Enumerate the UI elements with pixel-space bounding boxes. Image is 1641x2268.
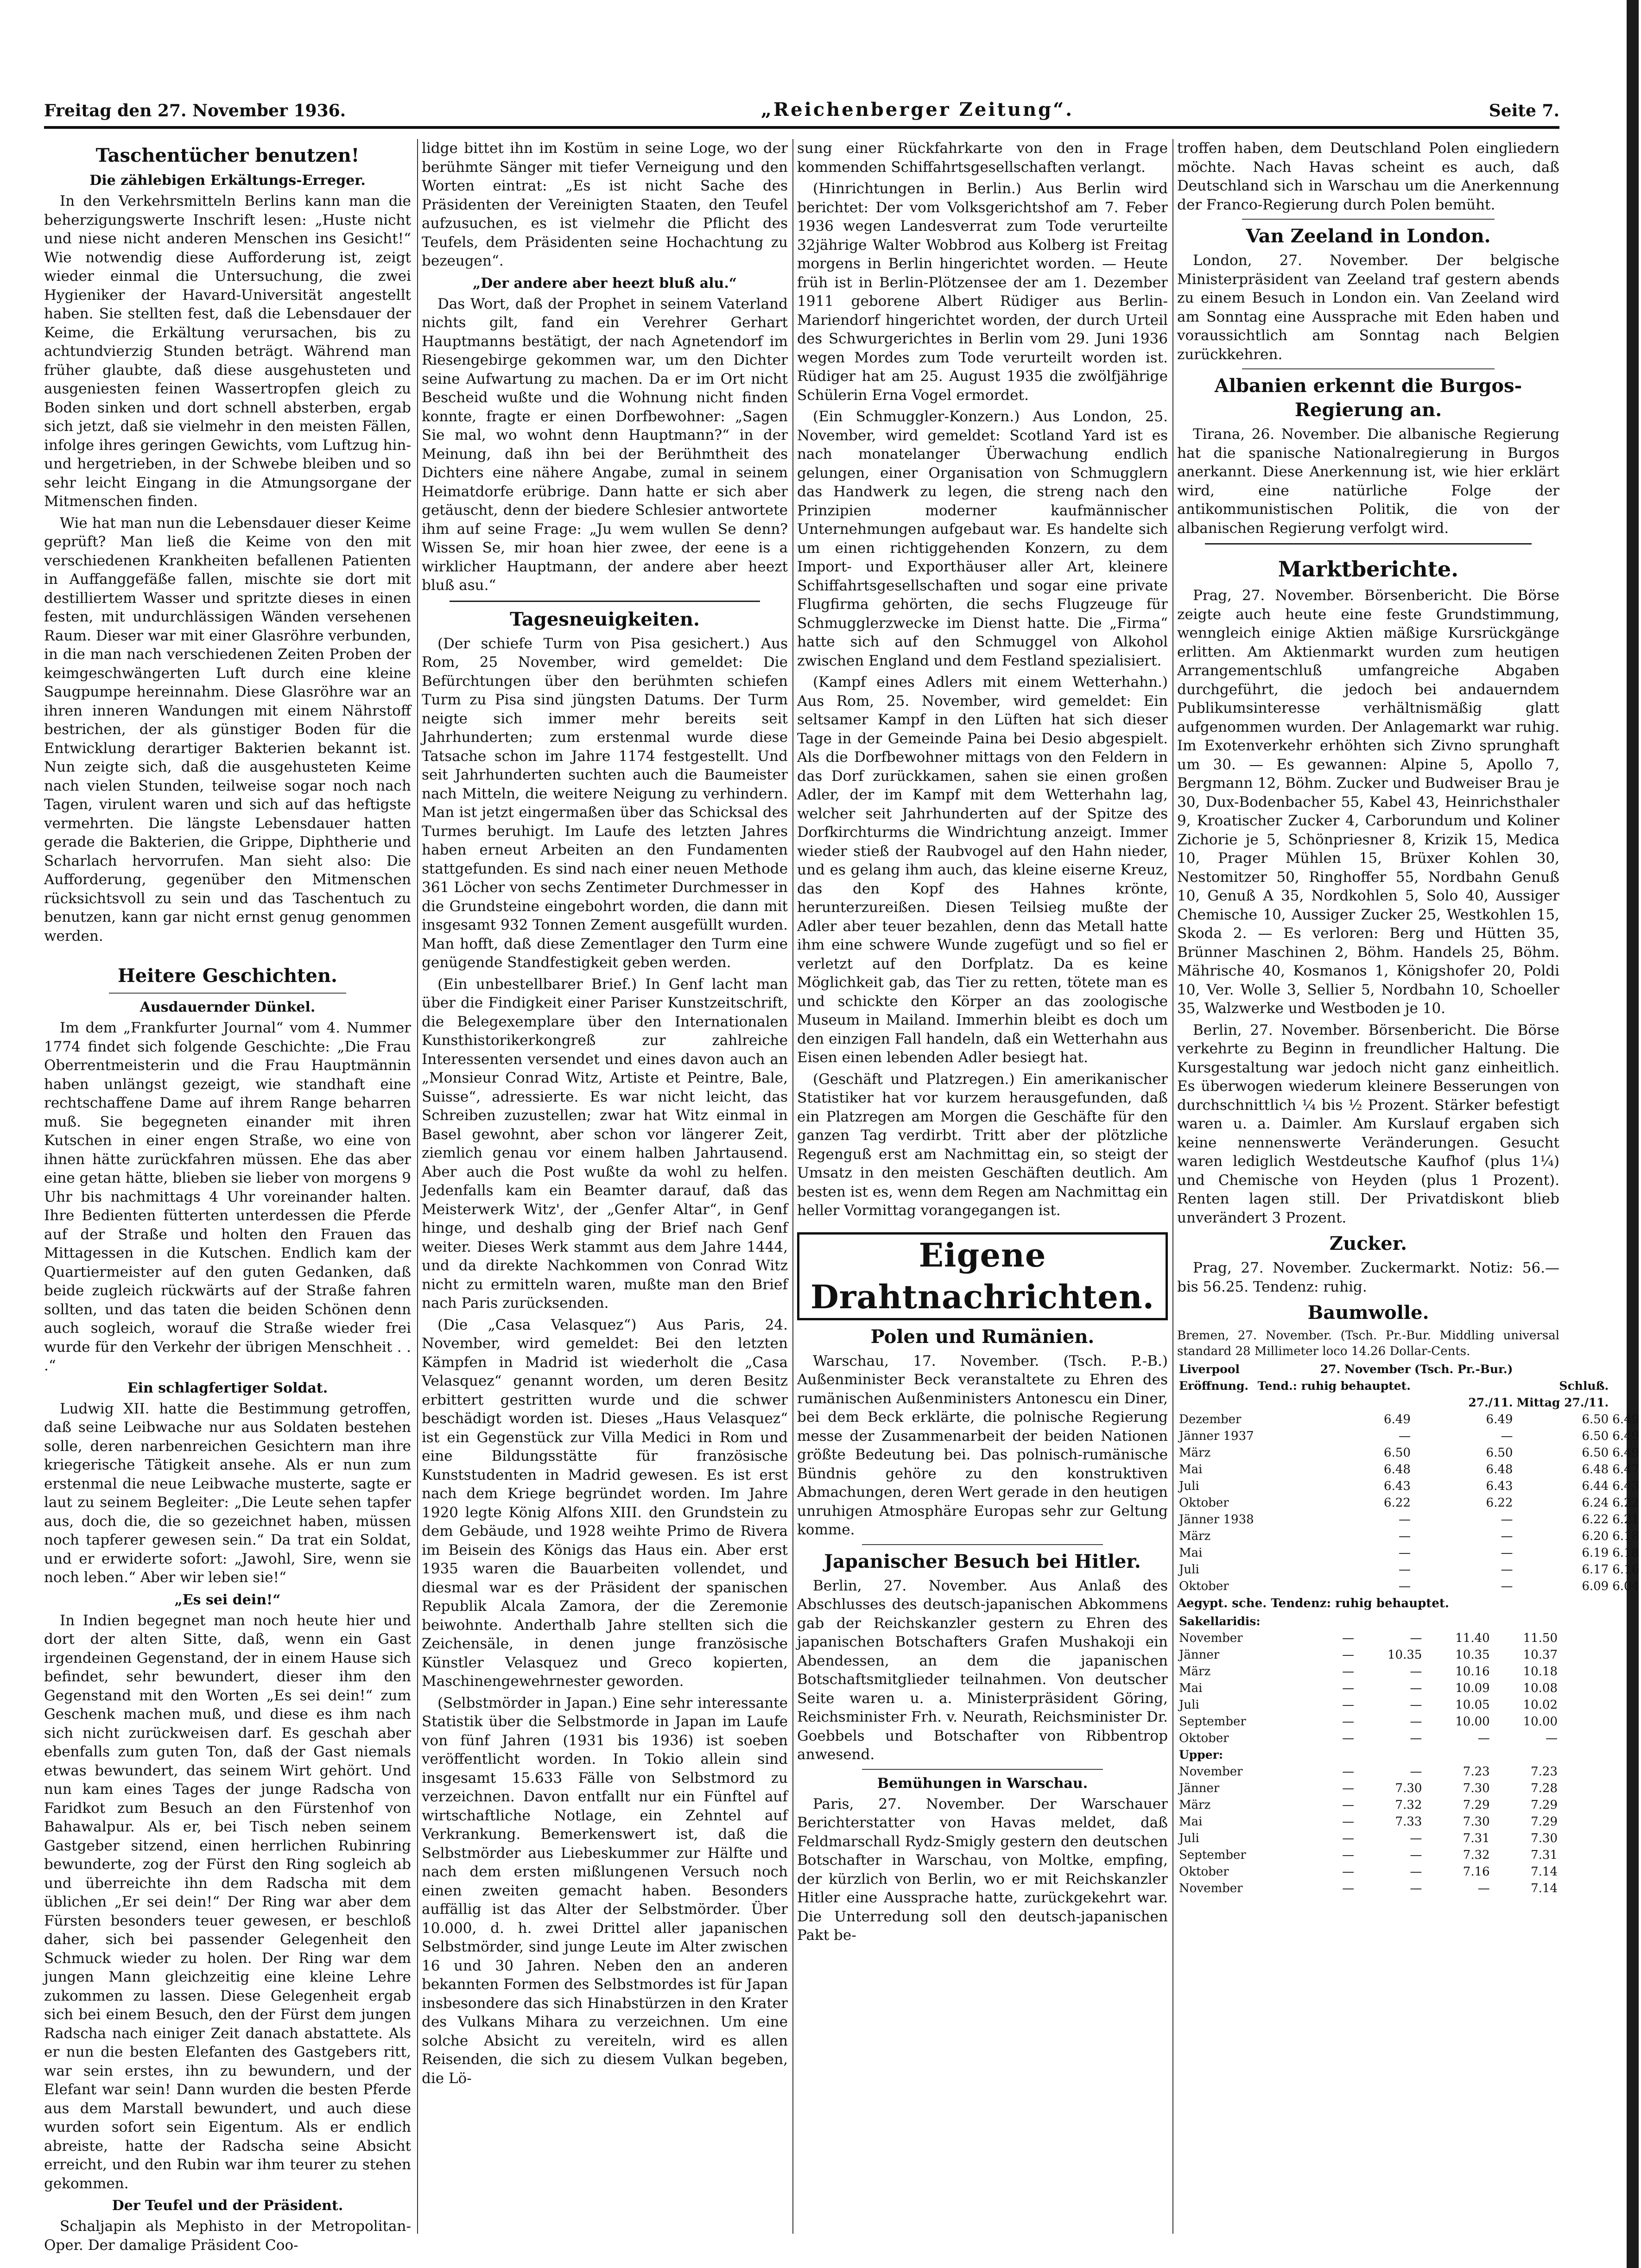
price-cell: 10.08: [1523, 1681, 1558, 1695]
price-cell: —: [1398, 1513, 1411, 1527]
price-cell: 7.23: [1463, 1765, 1490, 1779]
article-headline: Polen und Rumänien.: [870, 1325, 1095, 1348]
price-cell: 7.29: [1531, 1798, 1558, 1812]
month-cell: Oktober: [1179, 1579, 1229, 1593]
price-cell: —: [1410, 1865, 1422, 1879]
price-cell: 7.16: [1463, 1865, 1490, 1879]
table-row: [1177, 1880, 1559, 1897]
table-header-row: [1177, 1361, 1641, 1378]
price-cell: 6.22: [1582, 1513, 1609, 1527]
month-cell: Juli: [1179, 1831, 1199, 1845]
price-cell: 6.50: [1486, 1446, 1513, 1460]
divider: [862, 1769, 1103, 1770]
article-paragraph: lidge bittet ihn im Kostüm in seine Loge, wo der berühmte Sänger mit tiefer Verneigung und den Worten eintrat: „Es ist nicht Sache des Präsidenten der Vereinigten Staaten, den Teufel aufzusuchen, es ist vielmehr die Pflicht des Teufels, dem Präsidenten seine Hochachtung zu bezeugen“.: [422, 140, 788, 269]
article-paragraph: London, 27. November. Der belgische Ministerpräsident van Zeeland traf gestern abends zu einem Besuch in London ein. Van Zeeland wird am Sonntag eine Aussprache mit Eden haben und voraussichtlich am Sonntag nach Belgien zurückkehren.: [1177, 252, 1559, 363]
price-cell: 6.22: [1612, 1496, 1640, 1510]
price-cell: 7.33: [1395, 1815, 1422, 1829]
egypt-cotton-table: [1177, 1613, 1559, 1897]
price-cell: 10.35: [1455, 1648, 1490, 1662]
price-cell: —: [1477, 1882, 1490, 1895]
month-cell: Eröffnung.: [1179, 1379, 1249, 1393]
article-subheadline: Der Teufel und der Präsident.: [112, 2198, 343, 2214]
month-cell: Jänner: [1179, 1781, 1220, 1795]
table-row: [1177, 1647, 1559, 1663]
month-cell: März: [1179, 1798, 1211, 1812]
table-row: [1177, 1561, 1641, 1578]
price-cell: —: [1342, 1798, 1355, 1812]
section-banner: Eigene Drahtnachrichten.: [797, 1232, 1168, 1320]
news-item: (Hinrichtungen in Berlin.) Aus Berlin wird berichtet: Der vom Volksgerichtshof am 7. Feber 1936 wegen Landesverrat zum Tode verurteilte 32jährige Walter Wobbrod aus Kolberg ist Freitag morgens in Berlin hingerichtet worden. — Heute früh ist in Berlin-Plötzensee der am 1. Dezember 1911 geborene Albert Rüdiger aus Berlin-Mariendorf hingerichtet worden, der durch Urteil des Schwurgerichtes in Berlin vom 29. Juni 1936 wegen Mordes zum Tode verurteilt worden ist. Rüdiger hat am 25. August 1935 die zwölfjährige Schülerin Erna Vogel ermordet.: [797, 180, 1168, 404]
price-cell: 10.35: [1387, 1648, 1422, 1662]
article-paragraph: Wie hat man nun die Lebensdauer dieser Keime geprüft? Man ließ die Keime von den mit verschiedenen Krankheiten befallenen Patienten in Auffanggefäße fallen, mischte sie dort mit destilliertem Wasser und spritzte dieses in einen festen, mit undurchlässigen Wänden versehenen Raum. Dieser war mit einer Glasröhre verbunden, in die man nach verschiedenen Zeiten Proben der keimgeschwängerten Luft durch eine kleine Saugpumpe hereinnahm. Diese Glasröhre war an ihren inneren Wandungen mit einem Nährstoff bestrichen, der als günstiger Boden für die Entwicklung derartiger Bakterien bekannt ist. Nun zeigte sich, daß die ausgehusteten Keime nach vielen Stunden, teilweise sogar noch nach Tagen, virulent waren und sich auf das heftigste vermehrten. Die längste Lebensdauer hatten gerade die Bakterien, die Grippe, Diphtherie und Scharlach hervorrufen. Man sieht also: Die Aufforderung, gegenüber den Mitmenschen rücksichtsvoll zu sein und das Taschentuch zu benutzen, kann gar nicht ernst genug genommen werden.: [44, 514, 411, 944]
month-cell: Juli: [1179, 1698, 1199, 1712]
price-cell: 7.14: [1531, 1865, 1558, 1879]
price-cell: 6.04: [1612, 1579, 1640, 1593]
table-row: [1177, 1545, 1641, 1561]
price-cell: 7.29: [1531, 1815, 1558, 1829]
column-1: [44, 139, 411, 2254]
table-row: [1177, 1797, 1559, 1813]
article-subheadline: Ein schlagfertiger Soldat.: [127, 1380, 328, 1396]
page-number: Seite 7.: [1489, 101, 1559, 120]
divider: [1242, 219, 1495, 220]
table-header-row: [1177, 1378, 1641, 1394]
price-cell: 6.19: [1582, 1546, 1609, 1560]
table-row: [1177, 1663, 1559, 1680]
section-headline: Marktberichte.: [1278, 557, 1459, 582]
article-paragraph: Das Wort, daß der Prophet in seinem Vaterland nichts gilt, fand ein Verehrer Gerhart Hauptmanns bestätigt, der nach Agnetendorf im Riesengebirge gekommen war, um den Dichter seine Aufwartung zu machen. Da er im Ort nicht Bescheid wußte und die Wohnung nicht finden konnte, fragte er einen Dorfbewohner: „Sagen Sie mal, wo wohnt denn Hauptmann?“ in der Meinung, daß ihn bei der Berühmtheit des Dichters eine nähere Angabe, zumal in seinem Heimatdorfe erübrige. Dann hatte er sich aber getäuscht, denn der biedere Schlesier antwortete ihm auf seine Frage: „Ju wem wullen Se denn? Wissen Se, mir hoan hier zwee, der eene is a wirklicher Hauptmann, der andere aber heezt bluß asu.“: [422, 295, 788, 594]
price-cell: —: [1342, 1698, 1355, 1712]
price-cell: —: [1342, 1781, 1355, 1795]
article-paragraph: In Indien begegnet man noch heute hier und dort der alten Sitte, daß, wenn ein Gast irgendeinen Gegenstand, der in einem Hause sich befindet, sehr bewundert, dieser ihm den Gegenstand mit den Worten „Es sei dein!“ zum Geschenk machen muß, und diese es ihm nach sich nicht zurückweisen darf. Es geschah aber ebenfalls zum guten Ton, daß der Gast niemals etwas bewundert, das seinem Wirt gehört. Und nun kam eines Tages der junge Radscha von Faridkot zum Besuch an den Fürstenhof von Bahawalpur. Als er, bei Tisch neben seinem Gastgeber sitzend, einen herrlichen Rubinring bewunderte, zog der Fürst den Ring sogleich ab und überreichte ihn dem Radscha mit dem üblichen „Er sei dein!“ Der Ring war aber dem Fürsten besonders teuer gewesen, er beschloß daher, sich bei passender Gelegenheit den Schmuck wieder zu holen. Der Ring war dem jungen Mann gleichzeitig eine kleine Lehre zukommen zu lassen. Diese Gelegenheit ergab sich bei einem Besuch, den der Fürst dem jungen Radscha nach einiger Zeit danach abstattete. Als er nun die besten Elefanten des Gastgebers ritt, war sein erstes, ihn zu bewundern, und der Elefant war sein! Dann wurden die besten Pferde aus dem Marstall bewundert, und auch diese wurden sofort sein Eigentum. Als er endlich abreiste, hatte der Radscha seine Absicht erreicht, und den Rubin war ihm teurer zu stehen gekommen.: [44, 1612, 411, 2192]
article-subheadline: „Es sei dein!“: [174, 1591, 281, 1608]
price-cell: —: [1501, 1563, 1513, 1577]
table-row: [1177, 1461, 1641, 1478]
month-cell: [1177, 1394, 1256, 1411]
price-cell: —: [1342, 1631, 1355, 1645]
price-cell: 11.40: [1455, 1631, 1490, 1645]
price-cell: 27./11.: [1468, 1396, 1513, 1409]
price-cell: —: [1410, 1731, 1422, 1745]
month-cell: Dezember: [1179, 1413, 1242, 1426]
price-cell: —: [1342, 1815, 1355, 1829]
price-cell: 7.32: [1395, 1798, 1422, 1812]
price-cell: —: [1477, 1731, 1490, 1745]
price-cell: —: [1342, 1648, 1355, 1662]
month-cell: Upper:: [1179, 1748, 1223, 1761]
price-cell: 6.50: [1582, 1413, 1609, 1426]
month-cell: Jänner: [1179, 1648, 1220, 1662]
price-cell: 27. November: [1320, 1362, 1411, 1376]
market-report: Prag, 27. November. Börsenbericht. Die Börse zeigte auch heute eine feste Grundstimmung, wenngleich einige Aktien mäßige Kursrückgänge erlitten. Am Aktienmarkt wurden zum heutigen Arrangementschluß umfangreiche Abgaben durchgeführt, die jedoch bei andauerndem Publikumsinteresse verhältnismäßig glatt aufgenommen wurden. Der Anlagemarkt war ruhig. Im Exotenverkehr erhöhten sich Zivno sprunghaft um 30. — Es gewannen: Alpine 5, Apollo 7, Bergmann 12, Böhm. Zucker und Budweiser Brau je 30, Dux-Bodenbacher 55, Kabel 43, Heinrichsthaler 9, Kroatischer Zucker 4, Carborundum und Koliner Zichorie je 5, Schönpriesner 8, Krizik 15, Medica 10, Prager Mühlen 15, Brüxer Kohlen 30, Nestomitzer 50, Ringhoffer 55, Nordbahn Genuß 10, Genuß A 35, Nordkohlen 5, Solo 40, Aussiger Chemische 10, Aussiger Zucker 25, Westkohlen 15, Skoda 2. — Es verloren: Berg und Hütten 35, Brünner Maschinen 2, Böhm. Handels 25, Böhm. Mährische 40, Kosmanos 1, Königshofer 20, Poldi 10, Ver. Wolle 3, Sellier 5, Nordbahn 10, Schoeller 35, Walzwerke und Westboden je 10.: [1177, 587, 1559, 1017]
month-cell: Mai: [1179, 1681, 1203, 1695]
price-cell: 7.31: [1463, 1831, 1490, 1845]
news-item: sung einer Rückfahrkarte von den in Frage kommenden Schiffahrtsgesellschaften verlangt.: [797, 140, 1168, 176]
price-cell: 6.43: [1486, 1479, 1513, 1493]
month-cell: Liverpool: [1179, 1362, 1240, 1376]
price-cell: —: [1501, 1513, 1513, 1527]
table-row: [1177, 1847, 1559, 1863]
article-headline: Japanischer Besuch bei Hitler.: [824, 1550, 1141, 1572]
news-item: (Ein Schmuggler-Konzern.) Aus London, 25. November, wird gemeldet: Scotland Yard ist es nach monatelanger Überwachung endlich gelungen, einer Organisation von Schmugglern das Handwerk zu legen, die streng nach den Prinzipien moderner kaufmännischer Unternehmungen aufgebaut war. Es handelte sich um einen richtiggehenden Konzern, zu dem Import- und Exporthäuser aller Art, kleinere Schiffahrtsgesellschaften und sogar eine private Flugfirma gehörten, die sechs Flugzeuge für Schmugglerzwecke im Dienst hatte. Die „Firma“ hatte sich auf den Schmuggel von Alkohol zwischen England und dem Festland spezialisiert.: [797, 408, 1168, 669]
table-row: [1177, 1863, 1559, 1880]
price-cell: —: [1410, 1631, 1422, 1645]
month-cell: Jänner 1937: [1179, 1429, 1254, 1443]
issue-date: Freitag den 27. November 1936.: [44, 101, 346, 120]
table-row: [1177, 1813, 1559, 1830]
article-paragraph: troffen haben, dem Deutschland Polen eingliedern möchte. Nach Havas scheint es auch, daß Deutschland sich in Warschau um die Anerkennung der Franco-Regierung durch Polen bemüht.: [1177, 140, 1559, 213]
price-cell: 6.09: [1582, 1579, 1609, 1593]
masthead-rule: [44, 126, 1559, 129]
market-headline: Zucker.: [1329, 1233, 1407, 1254]
price-cell: —: [1501, 1429, 1513, 1443]
divider: [1242, 368, 1495, 369]
month-cell: November: [1179, 1631, 1243, 1645]
price-cell: —: [1501, 1529, 1513, 1543]
price-cell: —: [1410, 1698, 1422, 1712]
month-cell: Mai: [1179, 1815, 1203, 1829]
article-paragraph: In den Verkehrsmitteln Berlins kann man die beherzigungswerte Inschrift lesen: „Huste nicht und niese nicht anderen Menschen ins Gesicht!“ Wie notwendig diese Aufforderung ist, zeigt wieder einmal die Untersuchung, die zwei Hygieniker der Havard-Universität angestellt haben. Sie stellten fest, daß die Lebensdauer der Keime, die Erkältung verursachen, bis zu achtundvierzig Stunden beträgt. Während man früher glaubte, daß diese ausgehusteten und ausgeniesten feinen Wassertropfen gleich zu Boden sinken und dort schnell absterben, ergab sich jetzt, daß sie vielmehr in den meisten Fällen, infolge ihres geringen Gewichts, vom Luftzug hin- und hergetrieben, in der Schwebe bleiben und so sehr leicht Eingang in die Atmungsorgane der Mitmenschen finden.: [44, 193, 411, 510]
price-cell: 6.50: [1582, 1429, 1609, 1443]
price-cell: 10.05: [1455, 1698, 1490, 1712]
article-paragraph: Im dem „Frankfurter Journal“ vom 4. Nummer 1774 findet sich folgende Geschichte: „Die Frau Oberrentmeisterin und die Frau Hauptmännin haben unlängst gezeigt, wie standhaft eine rechtschaffene Dame auf ihrem Range beharren muß. Sie begegneten einander mit ihren Kutschen in einer engen Straße, wo eine von ihnen hätte zurückfahren müssen. Ehe das aber eine getan hätte, blieben sie lieber von morgens 9 Uhr bis nachmittags 4 Uhr voreinander halten. Ihre Bedienten fütterten unterdessen die Pferde auf der Straße und holten den Frauen das Mittagessen in die Kutschen. Endlich kam der Quartiermeister auf den guten Gedanken, daß beide zugleich rückwärts auf der Straße fahren sollten, und das taten die beiden Schönen denn auch sogleich, worauf die Straße wieder frei wurde für den Verkehr der übrigen Menschheit . . .“: [44, 1020, 411, 1374]
price-cell: —: [1342, 1765, 1355, 1779]
table-row: [1177, 1763, 1559, 1780]
month-cell: Juli: [1179, 1563, 1199, 1577]
article-subheadline: Die zählebigen Erkältungs-Erreger.: [89, 172, 366, 189]
divider: [862, 1544, 1103, 1545]
month-cell: November: [1179, 1765, 1243, 1779]
price-cell: 6.43: [1612, 1479, 1640, 1493]
month-cell: Sakellaridis:: [1179, 1615, 1261, 1628]
price-cell: 6.49: [1486, 1413, 1513, 1426]
price-cell: 10.00: [1523, 1715, 1558, 1729]
price-cell: Tend.: ruhig behauptet.: [1257, 1379, 1411, 1393]
price-cell: 6.22: [1486, 1496, 1513, 1510]
price-cell: —: [1410, 1831, 1422, 1845]
month-cell: Jänner 1938: [1179, 1513, 1254, 1527]
table-row: [1177, 1780, 1559, 1797]
month-cell: März: [1179, 1446, 1211, 1460]
column-separator: [792, 139, 793, 2234]
price-cell: (Tsch. Pr.-Bur.): [1414, 1362, 1513, 1376]
price-cell: 10.37: [1523, 1648, 1558, 1662]
price-cell: 7.23: [1531, 1765, 1558, 1779]
article-paragraph: Paris, 27. November. Der Warschauer Berichterstatter von Havas meldet, daß Feldmarschall Rydz-Smigly gestern den deutschen Botschafter in Warschau, von Moltke, empfing, der kürzlich von Berlin, wo er mit Reichskanzler Hitler eine Aussprache hatte, zurückgekehrt war. Die Unterredung soll den deutsch-japanischen Pakt be-: [797, 1795, 1168, 1944]
price-cell: 7.31: [1531, 1848, 1558, 1862]
price-cell: 6.47: [1612, 1463, 1640, 1476]
price-cell: 10.18: [1523, 1665, 1558, 1679]
price-cell: —: [1398, 1563, 1411, 1577]
article-paragraph: Tirana, 26. November. Die albanische Regierung hat die spanische Nationalregierung in Burgos anerkannt. Diese Anerkennung ist, wie hier erklärt wird, eine natürliche Folge der antikommunistischen Politik, die von der albanischen Regierung verfolgt wird.: [1177, 426, 1559, 537]
egypt-heading: Aegypt. sche. Tendenz: ruhig behauptet.: [1177, 1596, 1449, 1610]
price-cell: 6.43: [1384, 1479, 1411, 1493]
month-cell: Oktober: [1179, 1731, 1229, 1745]
article-paragraph: Ludwig XII. hatte die Bestimmung getroffen, daß seine Leibwache nur aus Soldaten bestehen solle, deren narbenreichen Gesichtern man ihre kriegerische Tätigkeit ansehe. Als er nun zum erstenmal die neue Leibwache musterte, sagte er laut zu seinem Begleiter: „Die Leute sehen tapfer aus, doch die, die so gezeichnet haben, müssen noch tapferer gewesen sein.“ Da trat ein Soldat, und er erwiderte sofort: „Jawohl, Sire, wenn sie noch leben.“ Aber wir leben sie!“: [44, 1400, 411, 1586]
price-cell: —: [1398, 1429, 1411, 1443]
price-cell: [1413, 1378, 1515, 1394]
table-row: [1177, 1444, 1641, 1461]
column-2: [422, 139, 788, 2238]
article-headline: Bemühungen in Warschau.: [877, 1775, 1088, 1792]
price-cell: 7.30: [1463, 1815, 1490, 1829]
price-cell: 6.44: [1582, 1479, 1609, 1493]
table-row: [1177, 1713, 1559, 1730]
price-cell: [1256, 1394, 1413, 1411]
price-cell: 6.18: [1612, 1546, 1640, 1560]
scan-edge: [1627, 0, 1639, 2268]
price-cell: —: [1410, 1715, 1422, 1729]
price-cell: —: [1410, 1765, 1422, 1779]
price-cell: —: [1398, 1546, 1411, 1560]
market-report: Prag, 27. November. Zuckermarkt. Notiz: 56.— bis 56.25. Tendenz: ruhig.: [1177, 1260, 1559, 1295]
price-cell: —: [1342, 1681, 1355, 1695]
table-row: [1177, 1578, 1641, 1595]
column-3: [797, 139, 1168, 2238]
price-cell: —: [1342, 1731, 1355, 1745]
price-cell: 6.20: [1582, 1529, 1609, 1543]
column-separator: [1172, 139, 1173, 2234]
table-row: [1177, 1830, 1559, 1847]
price-cell: 7.28: [1531, 1781, 1558, 1795]
price-cell: 10.02: [1523, 1698, 1558, 1712]
price-cell: 6.21: [1612, 1513, 1640, 1527]
divider: [109, 993, 346, 994]
price-cell: —: [1342, 1865, 1355, 1879]
liverpool-cotton-table: [1177, 1361, 1641, 1595]
price-cell: 6.22: [1384, 1496, 1411, 1510]
price-cell: 7.32: [1463, 1848, 1490, 1862]
newspaper-title: „Reichenberger Zeitung“.: [760, 99, 1074, 120]
price-cell: —: [1398, 1579, 1411, 1593]
table-row: [1177, 1478, 1641, 1495]
article-paragraph: Berlin, 27. November. Aus Anlaß des Abschlusses des deutsch-japanischen Abkommens gab der Reichskanzler gestern zu Ehren des japanischen Botschafters Grafen Mushakoji ein Abendessen, an dem die japanischen Botschaftsmitglieder teilnahmen. Von deutscher Seite waren u. a. Ministerpräsident Göring, Reichsminister Frh. v. Neurath, Reichsminister Dr. Goebbels und Botschafter von Ribbentrop anwesend.: [797, 1577, 1168, 1763]
price-cell: 7.14: [1531, 1882, 1558, 1895]
price-cell: 10.00: [1455, 1715, 1490, 1729]
table-row: [1177, 1630, 1559, 1647]
article-headline: Heitere Geschichten.: [118, 965, 337, 987]
table-row: [1177, 1528, 1641, 1545]
article-headline: Taschentücher benutzen!: [95, 145, 360, 166]
month-cell: September: [1179, 1848, 1246, 1862]
month-cell: Oktober: [1179, 1496, 1229, 1510]
article-headline: Van Zeeland in London.: [1246, 225, 1491, 247]
news-item: (Die „Casa Velasquez“) Aus Paris, 24. November, wird gemeldet: Bei den letzten Kämpfen in Madrid ist wiederholt die „Casa Velasquez“ genannt worden, um deren Besitz erbittert gestritten wurde und die schwer beschädigt worden ist. Dieses „Haus Velasquez“ ist ein Gegenstück zur Villa Medici in Rom und eine Bildungsstätte für französische Kunststudenten in Madrid gewesen. Es ist erst nach dem Kriege begründet worden. Im Jahre 1920 legte König Alfons XIII. den Grundstein zu dem Gebäude, und 1928 weihte Primo de Rivera im Beisein des Königs das Haus ein. Aber erst 1935 waren die Bauarbeiten vollendet, und diesmal war es der Präsident der spanischen Republik Alcala Zamora, der die Zeremonie beiwohnte. Anderthalb Jahre stellten sich die Zeichensäle, in denen junge französische Künstler Velasquez und Greco kopierten, Maschinengewehrnester geworden.: [422, 1316, 788, 1690]
price-cell: Schluß.: [1559, 1379, 1609, 1393]
price-cell: 6.49: [1612, 1446, 1640, 1460]
month-cell: Mai: [1179, 1463, 1203, 1476]
price-cell: —: [1546, 1731, 1558, 1745]
price-cell: 6.49: [1384, 1413, 1411, 1426]
price-cell: 6.50: [1384, 1446, 1411, 1460]
table-subheader-row: [1177, 1613, 1559, 1630]
table-row: [1177, 1428, 1641, 1444]
price-cell: 7.30: [1531, 1831, 1558, 1845]
month-cell: März: [1179, 1665, 1211, 1679]
table-header-row: [1177, 1394, 1641, 1411]
price-cell: 10.09: [1455, 1681, 1490, 1695]
price-cell: —: [1410, 1681, 1422, 1695]
price-cell: 6.48: [1384, 1463, 1411, 1476]
price-cell: —: [1342, 1665, 1355, 1679]
table-subheader-row: [1177, 1747, 1559, 1763]
price-cell: 6.16: [1612, 1563, 1640, 1577]
price-cell: —: [1501, 1546, 1513, 1560]
price-cell: 6.18: [1612, 1529, 1640, 1543]
divider: [1205, 543, 1532, 545]
section-headline: Tagesneuigkeiten.: [510, 608, 700, 630]
price-cell: —: [1342, 1831, 1355, 1845]
price-cell: 7.29: [1463, 1798, 1490, 1812]
news-item: (Ein unbestellbarer Brief.) In Genf lacht man über die Findigkeit einer Pariser Kunstzeitschrift, die Belegexemplare über den Internationalen Kunsthistorikerkongreß zur zahlreiche Interessenten versendet und eines davon auch an „Monsieur Conrad Witz, Artiste et Peintre, Bale, Suisse“, adressierte. Es war nicht leicht, das Schreiben zuzustellen; zwar hat Witz einmal in Basel gewohnt, aber schon vor längerer Zeit, ziemlich genau vor einem halben Jahrtausend. Aber auch die Post wußte da wohl zu helfen. Jedenfalls kam ein Beamter darauf, daß das Meisterwerk Witz', der „Genfer Altar“, in Genf hinge, und deshalb ging der Brief nach Genf weiter. Dieses Werk stammt aus dem Jahre 1444, und da direkte Nachkommen von Conrad Witz nicht zu ermitteln waren, mußte man den Brief nach Paris zurücksenden.: [422, 976, 788, 1311]
market-report: Berlin, 27. November. Börsenbericht. Die Börse verkehrte zu Beginn in freundlicher Haltung. Die Kursgestaltung war jedoch nicht ganz einheitlich. Es überwogen wiederum kleinere Besserungen von durchschnittlich ¼ bis ½ Prozent. Stärker befestigt waren u. a. Daimler. Am Kurslauf ergaben sich keine nennenswerte Veränderungen. Gesucht waren lediglich Westdeutsche Kaufhof (plus 1¼) und Chemische von Heyden (plus 1 Prozent). Renten lagen still. Der Privatdiskont blieb unverändert 3 Prozent.: [1177, 1021, 1559, 1226]
article-subheadline: „Der andere aber heezt bluß alu.“: [472, 275, 737, 291]
column-4: [1177, 139, 1640, 2238]
price-cell: 6.48: [1486, 1463, 1513, 1476]
divider: [450, 601, 760, 602]
news-item: (Der schiefe Turm von Pisa gesichert.) Aus Rom, 25 November, wird gemeldet: Die Befürchtungen über den berühmten schiefen Turm zu Pisa sind jüngsten Datums. Der Turm neigte sich immer mehr bereits seit Jahrhunderten; zum erstenmal wurde diese Tatsache schon im Jahre 1174 festgestellt. Und seit Jahrhunderten suchten auch die Baumeister nach Mitteln, die weitere Neigung zu verhindern. Man ist jetzt eingermaßen über das Schicksal des Turmes beruhigt. Im Laufe des letzten Jahres haben erneut Arbeiten an den Fundamenten stattgefunden. Es sind nach einer neuen Methode 361 Löcher von sechs Zentimeter Durchmesser in die Grundsteine eingebohrt worden, die dann mit insgesamt 932 Tonnen Zement ausgefüllt wurden. Man hofft, daß diese Zementlager den Turm eine genügende Standfestigkeit geben werden.: [422, 635, 788, 971]
month-cell: Juli: [1179, 1479, 1199, 1493]
price-cell: 6.17: [1582, 1563, 1609, 1577]
price-cell: 6.24: [1582, 1496, 1609, 1510]
article-paragraph: Schaljapin als Mephisto in der Metropolitan-Oper. Der damalige Präsident Coo-: [44, 2218, 411, 2254]
news-item: (Geschäft und Platzregen.) Ein amerikanischer Statistiker hat vor kurzem herausgefunden, daß ein Platzregen am Morgen die Geschäfte für den ganzen Tag verdirbt. Tritt aber der plötzliche Regenguß erst am Nachmittag ein, so steigt der Umsatz in den meisten Geschäften deutlich. Am besten ist es, wenn dem Regen am Nachmittag ein heller Vormittag vorangegangen ist.: [797, 1071, 1168, 1219]
price-cell: —: [1342, 1882, 1355, 1895]
price-cell: 6.48: [1582, 1463, 1609, 1476]
price-cell: 10.16: [1455, 1665, 1490, 1679]
masthead: [44, 88, 1559, 120]
column-separator: [417, 139, 418, 2234]
month-cell: November: [1179, 1882, 1243, 1895]
month-cell: September: [1179, 1715, 1246, 1729]
table-row: [1177, 1511, 1641, 1528]
table-row: [1177, 1697, 1559, 1713]
price-cell: —: [1410, 1848, 1422, 1862]
price-cell: —: [1501, 1579, 1513, 1593]
price-cell: —: [1342, 1848, 1355, 1862]
table-row: [1177, 1495, 1641, 1511]
price-cell: —: [1398, 1529, 1411, 1543]
month-cell: Mai: [1179, 1546, 1203, 1560]
month-cell: März: [1179, 1529, 1211, 1543]
article-headline: Albanien erkennt die Burgos-Regierung an.: [1214, 375, 1522, 421]
price-cell: Mittag 27./11.: [1516, 1396, 1609, 1409]
month-cell: Oktober: [1179, 1865, 1229, 1879]
price-cell: —: [1410, 1665, 1422, 1679]
price-cell: [1514, 1361, 1610, 1378]
price-cell: 6.50: [1582, 1446, 1609, 1460]
news-item: (Selbstmörder in Japan.) Eine sehr interessante Statistik über die Selbstmorde in Japan im Laufe von fünf Jahren (1931 bis 1936) ist soeben veröffentlicht worden. In Tokio allein sind insgesamt 15.633 Fälle von Selbstmord zu verzeichnen. Davon entfallt nur ein Fünftel auf wirtschaftliche Notlage, ein Zehntel auf Verkrankung. Bemerkenswert ist, daß die Selbstmörder aus Liebeskummer zur Hälfte und nach dem ersten mißlungenen Versuch noch einen zweiten gemacht haben. Besonders auffällig ist das Alter der Selbstmörder. Über 10.000, d. h. zwei Drittel aller japanischen Selbstmörder, sind junge Leute im Alter zwischen 16 und 30 Jahren. Neben den an anderen bekannten Formen des Selbstmordes ist für Japan insbesondere das sich Hinabstürzen in den Krater des Vulkans Mihara zu verzeichnen. Um eine solche Absicht zu vereiteln, wird es allen Reisenden, die sich zu diesem Vulkan begeben, die Lö-: [422, 1694, 788, 2087]
article-paragraph: Warschau, 17. November. (Tsch. P.-B.) Außenminister Beck veranstaltete zu Ehren des rumänischen Außenministers Antonescu ein Diner, bei dem Beck erklärte, die polnische Regierung messe der Zusammenarbeit der beiden Nationen größte Bedeutung bei. Das polnisch-rumänische Bündnis gehöre zu den konstruktiven Abmachungen, deren Wert gerade in den heutigen unruhigen Atmosphäre Europas sehr zur Geltung komme.: [797, 1352, 1168, 1538]
article-subheadline: Ausdauernder Dünkel.: [139, 999, 316, 1015]
price-cell: —: [1410, 1882, 1422, 1895]
price-cell: 7.30: [1463, 1781, 1490, 1795]
table-row: [1177, 1730, 1559, 1747]
price-cell: 6.49: [1612, 1413, 1640, 1426]
price-cell: 6.49: [1612, 1429, 1640, 1443]
table-row: [1177, 1680, 1559, 1697]
price-cell: 7.30: [1395, 1781, 1422, 1795]
market-headline: Baumwolle.: [1307, 1302, 1429, 1324]
bremen-quote: Bremen, 27. November. (Tsch. Pr.-Bur. Middling universal standard 28 Millimeter loco 14.26 Dollar-Cents.: [1177, 1329, 1559, 1358]
price-cell: —: [1342, 1715, 1355, 1729]
price-cell: 11.50: [1523, 1631, 1558, 1645]
table-row: [1177, 1411, 1641, 1428]
news-item: (Kampf eines Adlers mit einem Wetterhahn.) Aus Rom, 25. November, wird gemeldet: Ein seltsamer Kampf in den Lüften hat sich dieser Tage in der Gemeinde Paina bei Desio abgespielt. Als die Dorfbewohner mittags von den Feldern in das Dorf zurückkamen, sahen sie einen großen Adler, der im Kampf mit dem Wetterhahn lag, welcher seit Jahrhunderten auf der Spitze des Dorfkirchturms die Windrichtung anzeigt. Immer wieder stieß der Raubvogel auf den Hahn nieder, und es gelang ihm auch, das kleine eiserne Kreuz, das den Kopf des Hahnes krönte, herunterzureißen. Diesen Teilsieg mußte der Adler aber teuer bezahlen, denn das Metall hatte ihm eine schwere Wunde zugefügt und so fiel er verletzt auf den Dorfplatz. Da es keine Möglichkeit gab, das Tier zu retten, tötete man es und schickte den Körper an das zoologische Museum in Mailand. Immerhin bleibt es doch um den einzigen Fall handeln, daß ein Wetterhahn aus Eisen einen lebenden Adler besiegt hat.: [797, 674, 1168, 1066]
